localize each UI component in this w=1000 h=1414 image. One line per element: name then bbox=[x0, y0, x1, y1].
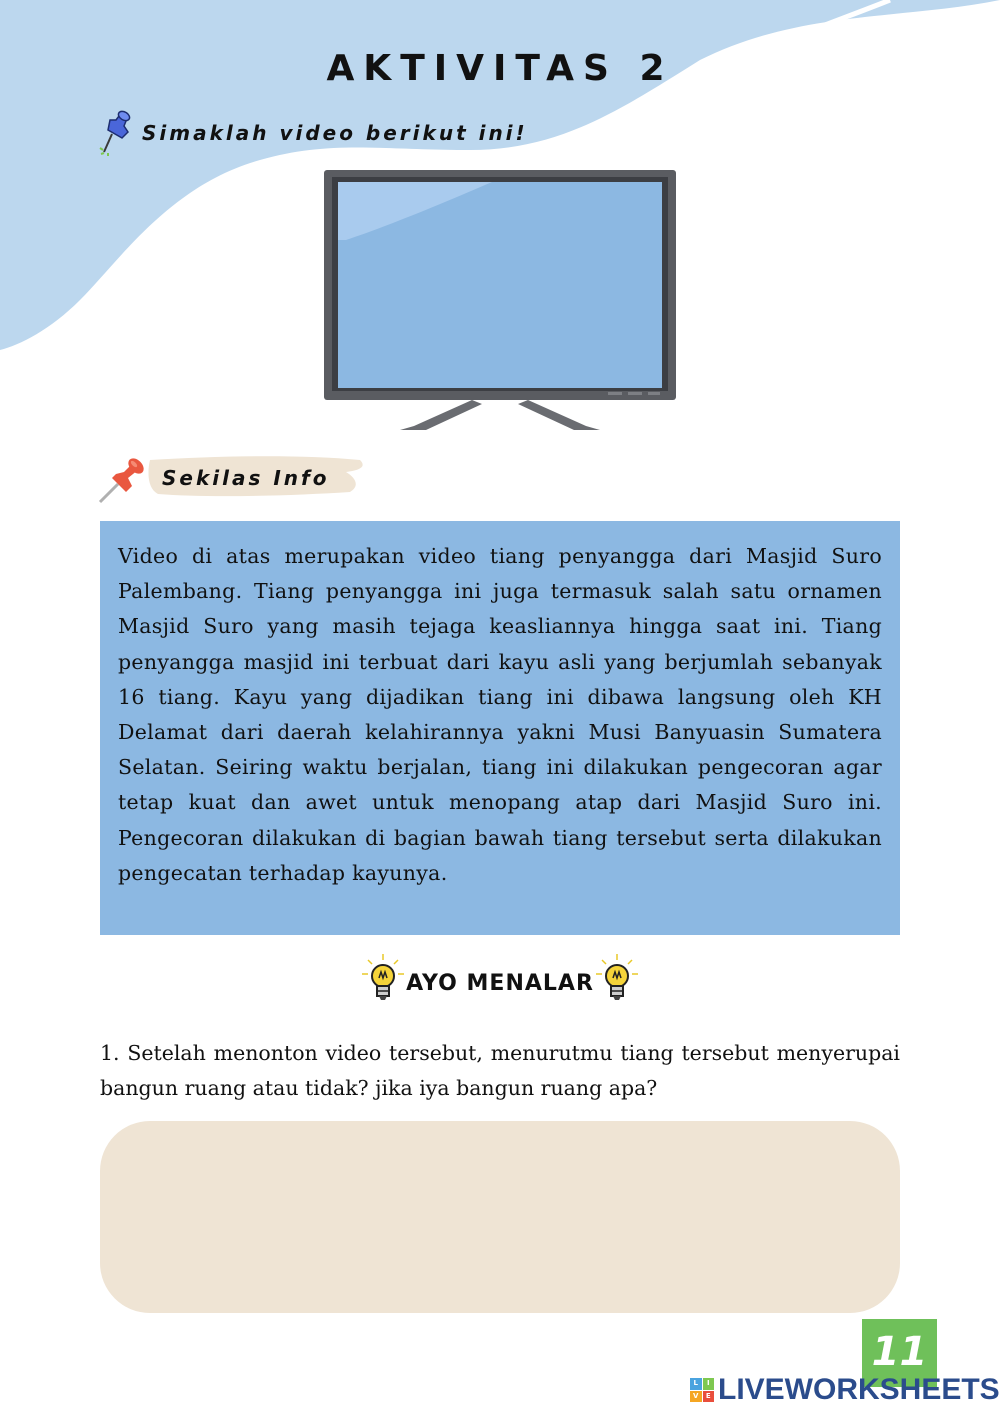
info-box bbox=[100, 521, 900, 935]
tv-monitor-icon[interactable] bbox=[322, 168, 678, 432]
answer-input[interactable] bbox=[100, 1121, 900, 1313]
liveworksheets-logo[interactable] bbox=[690, 1372, 1000, 1408]
info-heading: Sekilas Info bbox=[162, 466, 330, 490]
info-text: Video di atas merupakan video tiang penyangga dari Masjid Suro Palembang. Tiang penyangga ini juga termasuk salah satu ornamen Masjid Suro yang masih tejaga keasliannya hingga saat ini. Tiang penyangga masjid ini terbuat dari kayu asli yang berjumlah sebanyak 16 tiang. Kayu yang dijadikan tiang ini dibawa langsung oleh KH Delamat dari daerah kelahirannya yakni Musi Banyuasin Sumatera Selatan. Seiring waktu berjalan, tiang ini dilakukan pengecoran agar tetap kuat dan awet untuk menopang atap dari Masjid Suro ini. Pengecoran dilakukan di bagian bawah tiang tersebut serta dilakukan pengecatan terhadap kayunya. bbox=[118, 544, 882, 885]
reason-heading: AYO MENALAR bbox=[406, 970, 594, 996]
liveworksheets-logo-text: LIVEWORKSHEETS bbox=[718, 1373, 1000, 1406]
info-header bbox=[98, 452, 368, 508]
page-number-badge: 11 bbox=[862, 1319, 937, 1387]
instruction-text: Simaklah video berikut ini! bbox=[142, 121, 528, 145]
instruction-row bbox=[98, 108, 528, 158]
question-1: 1. Setelah menonton video tersebut, menurutmu tiang tersebut menyerupai bangun ruang atau tidak? jika iya bangun ruang apa? bbox=[100, 1041, 900, 1100]
push-pin-red-icon bbox=[98, 454, 150, 506]
liveworksheets-logo-icon: L I V E bbox=[690, 1378, 714, 1402]
lightbulb-icon bbox=[594, 952, 640, 1008]
lightbulb-icon bbox=[360, 952, 406, 1008]
page-title: AKTIVITAS 2 bbox=[326, 48, 674, 89]
push-pin-blue-icon bbox=[98, 108, 134, 158]
reason-heading-row bbox=[0, 952, 1000, 1008]
